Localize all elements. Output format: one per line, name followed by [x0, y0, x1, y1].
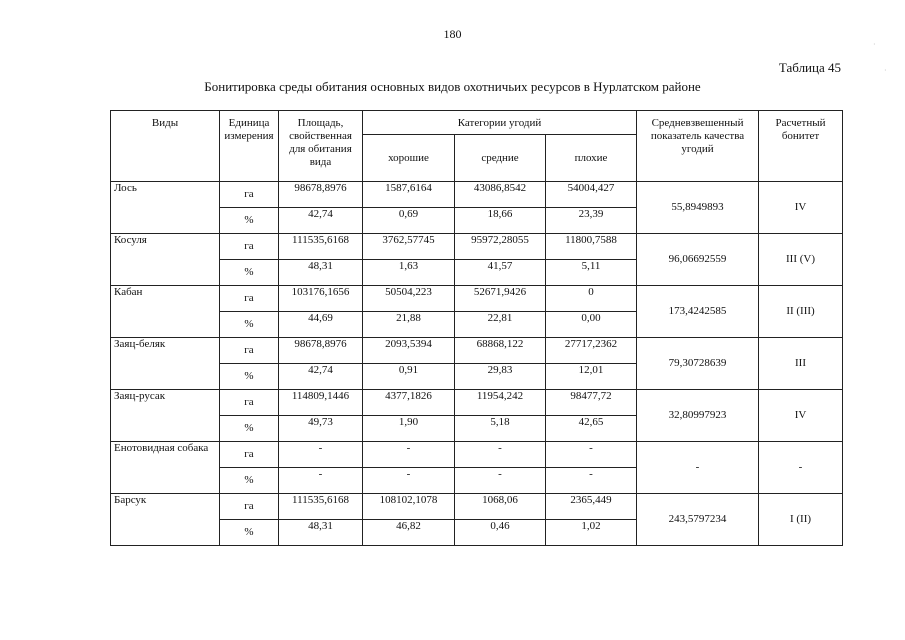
- unit-cell: га: [220, 182, 279, 208]
- area-cell: -: [279, 468, 363, 494]
- good-cell: -: [363, 468, 455, 494]
- good-cell: 1587,6164: [363, 182, 455, 208]
- unit-cell: %: [220, 312, 279, 338]
- page-number: 180: [443, 27, 462, 41]
- unit-cell: га: [220, 338, 279, 364]
- table-label: Таблица 45: [778, 60, 841, 75]
- medium-cell: 41,57: [455, 260, 546, 286]
- unit-cell: %: [220, 364, 279, 390]
- weighted-index-cell: 55,8949893: [637, 182, 759, 234]
- medium-cell: -: [455, 442, 546, 468]
- good-cell: 2093,5394: [363, 338, 455, 364]
- species-name: Заяц-русак: [111, 390, 220, 442]
- bonitet-cell: IV: [759, 390, 843, 442]
- area-cell: 103176,1656: [279, 286, 363, 312]
- weighted-index-cell: 32,80997923: [637, 390, 759, 442]
- header-bonitet: Расчетный бонитет: [759, 111, 843, 182]
- good-cell: 46,82: [363, 520, 455, 546]
- area-cell: 111535,6168: [279, 234, 363, 260]
- header-medium: средние: [455, 135, 546, 182]
- good-cell: 0,91: [363, 364, 455, 390]
- medium-cell: 0,46: [455, 520, 546, 546]
- table-row: [111, 494, 843, 520]
- header-weighted: Средневзвешенный показатель качества угодий: [637, 111, 759, 182]
- good-cell: -: [363, 442, 455, 468]
- unit-cell: %: [220, 520, 279, 546]
- medium-cell: -: [455, 468, 546, 494]
- area-cell: 44,69: [279, 312, 363, 338]
- area-cell: 49,73: [279, 416, 363, 442]
- bonitet-cell: II (III): [759, 286, 843, 338]
- good-cell: 3762,57745: [363, 234, 455, 260]
- good-cell: 0,69: [363, 208, 455, 234]
- header-area: Площадь, свойственная для обитания вида: [279, 111, 363, 182]
- table-body: [111, 182, 843, 546]
- table-row: [111, 390, 843, 416]
- unit-cell: га: [220, 442, 279, 468]
- area-cell: 98678,8976: [279, 338, 363, 364]
- header-categories: Категории угодий: [363, 111, 637, 135]
- unit-cell: %: [220, 468, 279, 494]
- good-cell: 1,90: [363, 416, 455, 442]
- poor-cell: 12,01: [546, 364, 637, 390]
- table-row: [111, 234, 843, 260]
- poor-cell: -: [546, 468, 637, 494]
- poor-cell: 0: [546, 286, 637, 312]
- table-row: [111, 182, 843, 208]
- area-cell: 98678,8976: [279, 182, 363, 208]
- poor-cell: -: [546, 442, 637, 468]
- species-name: Енотовидная собака: [111, 442, 220, 494]
- table-row: [111, 338, 843, 364]
- good-cell: 1,63: [363, 260, 455, 286]
- weighted-index-cell: -: [637, 442, 759, 494]
- good-cell: 108102,1078: [363, 494, 455, 520]
- table-row: [111, 286, 843, 312]
- area-cell: -: [279, 442, 363, 468]
- poor-cell: 23,39: [546, 208, 637, 234]
- medium-cell: 29,83: [455, 364, 546, 390]
- scan-mark: ·: [884, 66, 887, 75]
- area-cell: 48,31: [279, 260, 363, 286]
- poor-cell: 2365,449: [546, 494, 637, 520]
- species-name: Лось: [111, 182, 220, 234]
- unit-cell: га: [220, 234, 279, 260]
- poor-cell: 54004,427: [546, 182, 637, 208]
- medium-cell: 43086,8542: [455, 182, 546, 208]
- poor-cell: 0,00: [546, 312, 637, 338]
- bonitet-cell: I (II): [759, 494, 843, 546]
- table-title: Бонитировка среды обитания основных видов охотничьих ресурсов в Нурлатском районе: [204, 79, 701, 94]
- medium-cell: 11954,242: [455, 390, 546, 416]
- bonitet-table: [110, 110, 843, 546]
- header-species: Виды: [111, 111, 220, 182]
- bonitet-cell: III (V): [759, 234, 843, 286]
- unit-cell: га: [220, 494, 279, 520]
- medium-cell: 1068,06: [455, 494, 546, 520]
- poor-cell: 42,65: [546, 416, 637, 442]
- bonitet-cell: -: [759, 442, 843, 494]
- species-name: Кабан: [111, 286, 220, 338]
- area-cell: 42,74: [279, 208, 363, 234]
- bonitet-cell: IV: [759, 182, 843, 234]
- medium-cell: 95972,28055: [455, 234, 546, 260]
- weighted-index-cell: 96,06692559: [637, 234, 759, 286]
- good-cell: 50504,223: [363, 286, 455, 312]
- medium-cell: 18,66: [455, 208, 546, 234]
- weighted-index-cell: 173,4242585: [637, 286, 759, 338]
- poor-cell: 27717,2362: [546, 338, 637, 364]
- table-row: [111, 442, 843, 468]
- species-name: Барсук: [111, 494, 220, 546]
- species-name: Косуля: [111, 234, 220, 286]
- area-cell: 42,74: [279, 364, 363, 390]
- poor-cell: 11800,7588: [546, 234, 637, 260]
- medium-cell: 5,18: [455, 416, 546, 442]
- species-name: Заяц-беляк: [111, 338, 220, 390]
- good-cell: 21,88: [363, 312, 455, 338]
- unit-cell: %: [220, 208, 279, 234]
- area-cell: 114809,1446: [279, 390, 363, 416]
- bonitet-cell: III: [759, 338, 843, 390]
- poor-cell: 5,11: [546, 260, 637, 286]
- weighted-index-cell: 243,5797234: [637, 494, 759, 546]
- unit-cell: га: [220, 390, 279, 416]
- medium-cell: 52671,9426: [455, 286, 546, 312]
- area-cell: 48,31: [279, 520, 363, 546]
- medium-cell: 22,81: [455, 312, 546, 338]
- area-cell: 111535,6168: [279, 494, 363, 520]
- scan-mark: ·: [873, 40, 876, 49]
- unit-cell: %: [220, 260, 279, 286]
- unit-cell: %: [220, 416, 279, 442]
- poor-cell: 1,02: [546, 520, 637, 546]
- header-poor: плохие: [546, 135, 637, 182]
- medium-cell: 68868,122: [455, 338, 546, 364]
- header-unit: Единица измерения: [220, 111, 279, 182]
- good-cell: 4377,1826: [363, 390, 455, 416]
- header-good: хорошие: [363, 135, 455, 182]
- unit-cell: га: [220, 286, 279, 312]
- poor-cell: 98477,72: [546, 390, 637, 416]
- weighted-index-cell: 79,30728639: [637, 338, 759, 390]
